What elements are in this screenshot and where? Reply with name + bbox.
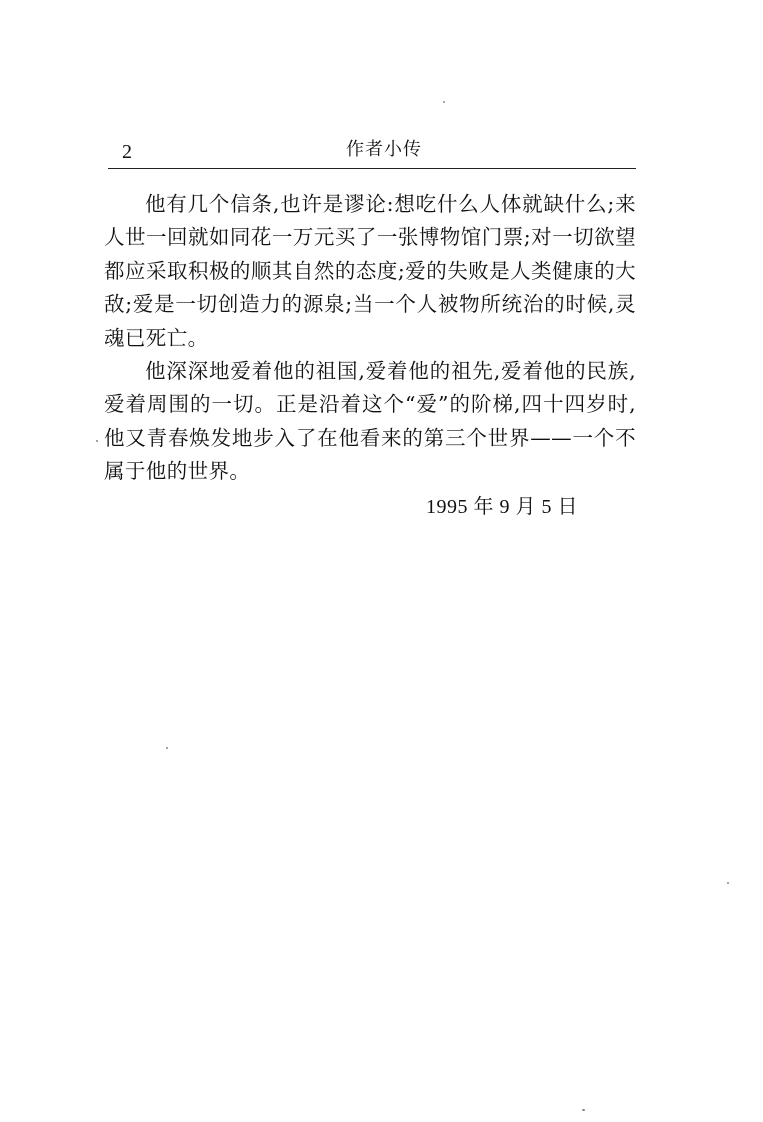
page-header [108, 134, 636, 168]
paragraph-1: 他有几个信条,也许是谬论:想吃什么人体就缺什么;来人世一回就如同花一万元买了一张博物馆门票;对一切欲望都应采取积极的顺其自然的态度;爱的失败是人类健康的大敌;爱是一切创造力的源泉;当一个人被物所统治的时候,灵魂已死亡。 [104, 192, 636, 350]
body-text [104, 188, 636, 489]
page-number: 2 [122, 141, 132, 163]
paragraph-2: 他深深地爱着他的祖国,爱着他的祖先,爱着他的民族,爱着周围的一切。正是沿着这个“爱”的阶梯,四十四岁时,他又青春焕发地步入了在他看来的第三个世界——一个不属于他的世界。 [104, 359, 636, 484]
scan-speck [96, 440, 98, 442]
scan-speck [166, 747, 168, 749]
scan-speck [727, 882, 729, 884]
signature-date: 1995 年 9 月 5 日 [426, 496, 578, 518]
running-title: 作者小传 [346, 139, 422, 160]
scan-speck [582, 1109, 585, 1111]
scan-speck [443, 101, 445, 103]
header-rule [108, 168, 636, 169]
